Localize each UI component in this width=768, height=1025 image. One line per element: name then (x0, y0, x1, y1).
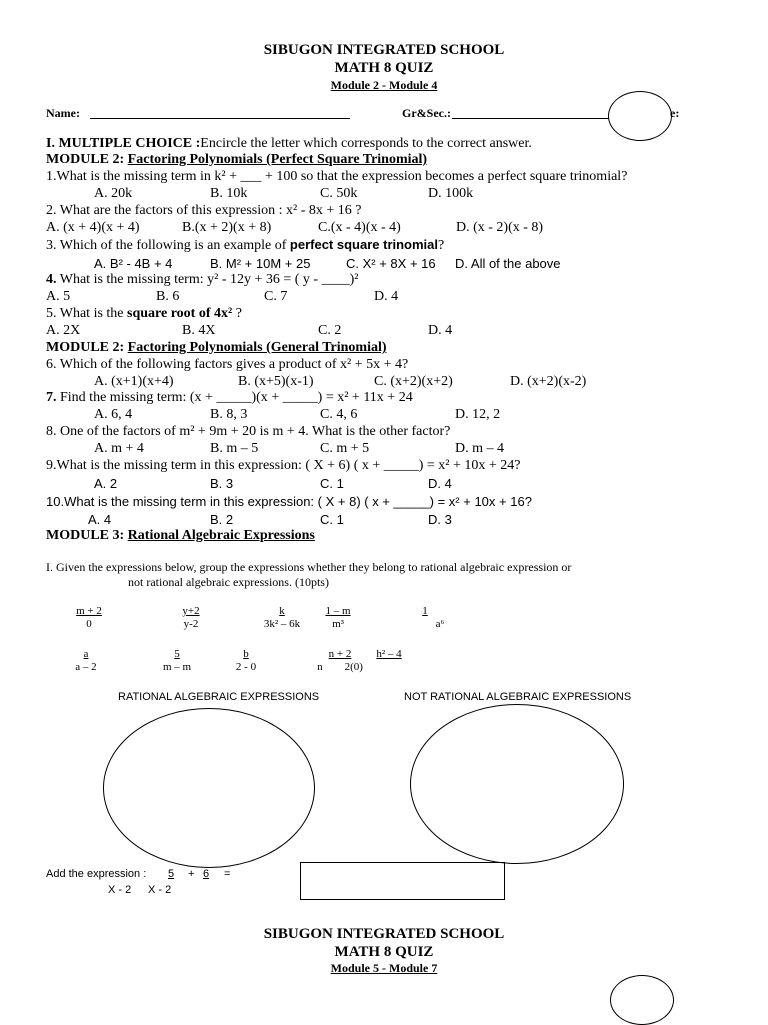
q5-choice-c[interactable]: C. 2 (318, 323, 342, 338)
q8-choice-a[interactable]: A. m + 4 (94, 441, 144, 456)
rational-group-circle[interactable] (103, 708, 315, 868)
q1-choice-b[interactable]: B. 10k (210, 186, 248, 201)
q1-choice-c[interactable]: C. 50k (320, 186, 358, 201)
school-name: SIBUGON INTEGRATED SCHOOL (263, 42, 505, 58)
q3-choice-d[interactable]: D. All of the above (455, 256, 561, 271)
q1-choice-d[interactable]: D. 100k (428, 186, 474, 201)
q5-choice-b[interactable]: B. 4X (182, 323, 216, 338)
section-heading: I. MULTIPLE CHOICE : (46, 136, 201, 151)
fraction-numerator: k (279, 605, 285, 617)
q5-text: 5. What is the (46, 306, 128, 321)
q10-choice-a[interactable]: A. 4 (88, 512, 112, 527)
next-school-name: SIBUGON INTEGRATED SCHOOL (263, 926, 505, 942)
not-rational-group-circle[interactable] (410, 704, 624, 864)
module-title: Rational Algebraic Expressions (127, 528, 315, 543)
q10-choice-b[interactable]: B. 2 (210, 512, 234, 527)
question-9: 9.What is the missing term in this expression: ( X + 6) ( x + _____) = x² + 10x + 24? (46, 458, 521, 473)
module2-heading-2 (46, 340, 387, 356)
q2-choice-c[interactable]: C.(x - 4)(x - 4) (318, 220, 401, 235)
fraction-10 (366, 648, 412, 661)
q4-choice-d[interactable]: D. 4 (374, 289, 399, 304)
add-denominator-1: X - 2 (108, 884, 132, 896)
q4-choice-b[interactable]: B. 6 (156, 289, 180, 304)
q3-end: ? (438, 238, 445, 253)
q9-choice-d[interactable]: D. 4 (428, 476, 452, 491)
q9-choice-c[interactable]: C. 1 (320, 476, 344, 491)
q3-choice-b[interactable]: B. M² + 10M + 25 (210, 256, 311, 271)
q8-choice-d[interactable]: D. m – 4 (455, 441, 504, 456)
q6-choice-d[interactable]: D. (x+2)(x-2) (510, 374, 587, 389)
grsec-line[interactable] (452, 118, 612, 119)
name-line[interactable] (90, 118, 350, 119)
name-label: Name: (46, 106, 80, 120)
q2-choice-d[interactable]: D. (x - 2)(x - 8) (456, 220, 544, 235)
q7-choice-d[interactable]: D. 12, 2 (455, 407, 501, 422)
q7-text: Find the missing term: (x + _____)(x + _____) = x² + 11x + 24 (56, 390, 413, 405)
q6-choice-c[interactable]: C. (x+2)(x+2) (374, 374, 453, 389)
q8-choice-b[interactable]: B. m – 5 (210, 441, 259, 456)
q6-choice-a[interactable]: A. (x+1)(x+4) (94, 374, 174, 389)
fraction-numerator: h² – 4 (376, 648, 402, 660)
next-module-range: Module 5 - Module 7 (330, 961, 438, 975)
fraction-denominator: 3k² – 6k (263, 618, 301, 630)
module-range: Module 2 - Module 4 (330, 78, 438, 92)
fraction-4 (310, 605, 366, 631)
fraction-denominator: 0 (86, 618, 92, 630)
fraction-numerator: y+2 (182, 605, 200, 617)
section-instruction: Encircle the letter which corresponds to the correct answer. (200, 136, 532, 151)
next-quiz-title: MATH 8 QUIZ (334, 944, 434, 960)
fraction-numerator: a (83, 648, 89, 660)
q7-number: 7. (46, 390, 57, 405)
question-6: 6. Which of the following factors gives a product of x² + 5x + 4? (46, 357, 409, 372)
part2-instruction-2: not rational algebraic expressions. (10pts) (128, 575, 329, 589)
fraction-denominator: a⁶ (435, 618, 445, 630)
grsec-label: Gr&Sec.: (402, 106, 451, 120)
fraction-denominator: n 2(0) (317, 661, 363, 673)
q2-choice-b[interactable]: B.(x + 2)(x + 8) (182, 220, 272, 235)
q3-text: 3. Which of the following is an example of (46, 238, 290, 253)
rational-group-label: RATIONAL ALGEBRAIC EXPRESSIONS (118, 691, 320, 703)
q1-choice-a[interactable]: A. 20k (94, 186, 133, 201)
fraction-5 (400, 605, 450, 631)
q6-choice-b[interactable]: B. (x+5)(x-1) (238, 374, 314, 389)
add-numerator-2: 6 (203, 868, 210, 880)
module2-heading-1 (46, 152, 427, 168)
section-title (46, 136, 532, 152)
question-3 (46, 237, 444, 254)
question-5 (46, 306, 242, 322)
fraction-numerator: 1 (422, 605, 428, 617)
module-label: MODULE 2: (46, 340, 128, 355)
fraction-denominator: m³ (332, 618, 344, 630)
fraction-numerator: 1 – m (325, 605, 351, 617)
quiz-title: MATH 8 QUIZ (334, 60, 434, 76)
add-numerator-1: 5 (168, 868, 175, 880)
q7-choice-c[interactable]: C. 4, 6 (320, 407, 358, 422)
add-label: Add the expression : (46, 868, 147, 880)
q9-choice-b[interactable]: B. 3 (210, 476, 234, 491)
part2-instruction-1: I. Given the expressions below, group the expressions whether they belong to rational algebraic expression or (46, 560, 572, 574)
module3-heading (46, 528, 315, 544)
module-label: MODULE 2: (46, 152, 128, 167)
add-equals: = (224, 868, 231, 880)
fraction-1 (66, 605, 112, 631)
add-plus: + (188, 868, 195, 880)
question-1: 1.What is the missing term in k² + ___ + 100 so that the expression becomes a perfect square trinomial? (46, 169, 628, 184)
question-2: 2. What are the factors of this expression : x² - 8x + 16 ? (46, 203, 362, 218)
next-score-circle (610, 975, 674, 1025)
module-title: Factoring Polynomials (General Trinomial) (127, 340, 387, 355)
question-8: 8. One of the factors of m² + 9m + 20 is m + 4. What is the other factor? (46, 424, 451, 439)
q4-text: What is the missing term: y² - 12y + 36 = ( y - ____)² (56, 272, 359, 287)
fraction-6 (66, 648, 106, 674)
q4-choice-c[interactable]: C. 7 (264, 289, 288, 304)
q4-choice-a[interactable]: A. 5 (46, 289, 71, 304)
fraction-3 (254, 605, 310, 631)
fraction-8 (224, 648, 268, 674)
q5-end: ? (232, 306, 242, 321)
q10-choice-d[interactable]: D. 3 (428, 512, 452, 527)
answer-box[interactable] (300, 862, 505, 900)
fraction-denominator: m – m (162, 661, 192, 673)
question-10: 10.What is the missing term in this expression: ( X + 8) ( x + _____) = x² + 10x + 16? (46, 494, 532, 509)
q3-bold: perfect square trinomial (289, 237, 439, 252)
fraction-numerator: m + 2 (76, 605, 102, 617)
q8-choice-c[interactable]: C. m + 5 (320, 441, 370, 456)
fraction-numerator: b (243, 648, 249, 660)
q2-choice-a[interactable]: A. (x + 4)(x + 4) (46, 220, 140, 235)
q7-choice-a[interactable]: A. 6, 4 (94, 407, 133, 422)
score-circle (608, 91, 672, 141)
not-rational-group-label: NOT RATIONAL ALGEBRAIC EXPRESSIONS (404, 691, 632, 703)
q3-choice-c[interactable]: C. X² + 8X + 16 (346, 256, 436, 271)
q4-number: 4. (46, 272, 57, 287)
fraction-denominator: 2 - 0 (235, 661, 257, 673)
question-7 (46, 390, 413, 406)
q3-choice-a[interactable]: A. B² - 4B + 4 (94, 256, 173, 271)
q5-choice-a[interactable]: A. 2X (46, 323, 81, 338)
score-label: e: (670, 106, 680, 120)
module-title: Factoring Polynomials (Perfect Square Trinomial) (127, 152, 428, 167)
q5-choice-d[interactable]: D. 4 (428, 323, 453, 338)
fraction-denominator: a – 2 (75, 661, 97, 673)
add-denominator-2: X - 2 (148, 884, 172, 896)
fraction-numerator: n + 2 (328, 648, 352, 660)
q7-choice-b[interactable]: B. 8, 3 (210, 407, 248, 422)
fraction-2 (166, 605, 216, 631)
q9-choice-a[interactable]: A. 2 (94, 476, 118, 491)
q5-bold: square root of 4x² (127, 306, 233, 321)
question-4 (46, 272, 358, 288)
fraction-7 (152, 648, 202, 674)
fraction-denominator: y-2 (183, 618, 199, 630)
q10-choice-c[interactable]: C. 1 (320, 512, 344, 527)
fraction-numerator: 5 (174, 648, 180, 660)
module-label: MODULE 3: (46, 528, 128, 543)
